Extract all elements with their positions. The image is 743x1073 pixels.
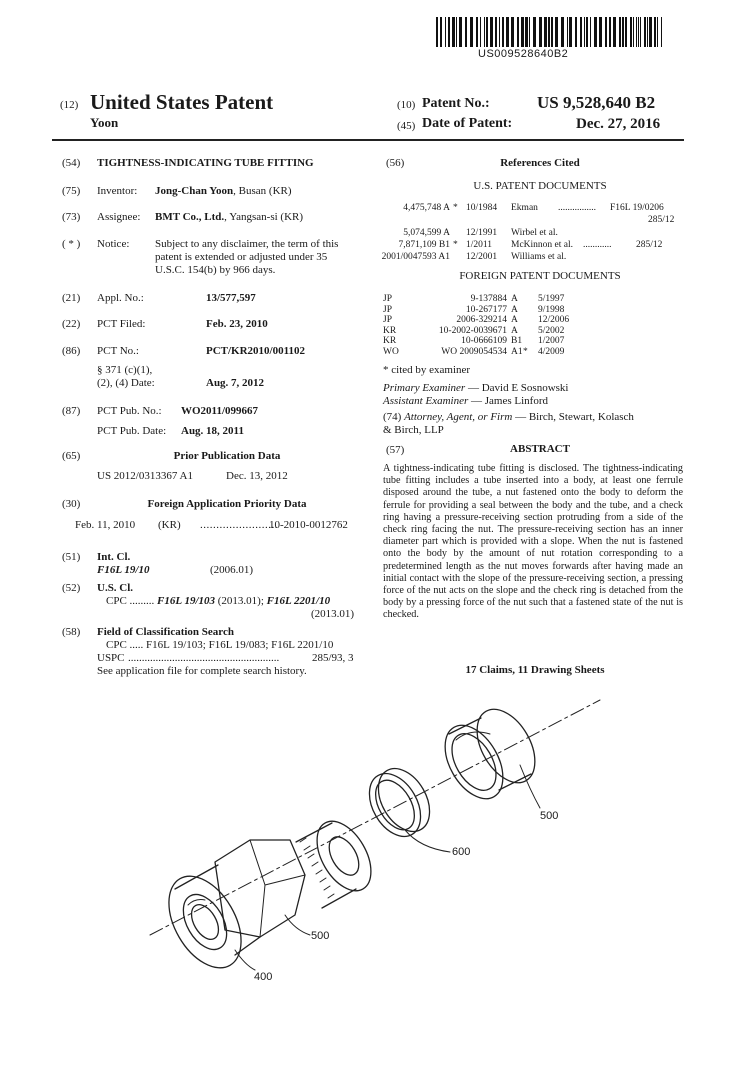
pct-filed-label: PCT Filed: <box>97 318 146 330</box>
foreign-country: KR <box>383 336 397 346</box>
kind-code-10: (10) <box>397 99 416 111</box>
foreign-kind: A <box>511 315 518 325</box>
label-600: 600 <box>452 846 471 858</box>
foreign-number: 9-137884 <box>470 294 507 304</box>
us-patent-leader: ............ <box>583 240 612 250</box>
priority-date: Feb. 11, 2010 <box>75 519 136 531</box>
primary-examiner-name: — David E Sosnowski <box>465 382 569 394</box>
primary-examiner <box>383 382 568 394</box>
date-of-patent: Dec. 27, 2016 <box>576 116 661 132</box>
references-cited-heading: References Cited <box>500 157 580 169</box>
us-patent-name: McKinnon et al. <box>511 240 574 250</box>
priority-country: (KR) <box>158 519 181 531</box>
barcode-bar <box>605 17 607 47</box>
barcode-bar <box>502 17 504 47</box>
document-title: United States Patent <box>90 90 274 114</box>
barcode-bar <box>470 17 473 47</box>
field-code-21: (21) <box>62 292 81 304</box>
barcode-bar <box>525 17 528 47</box>
barcode-bar <box>456 17 457 47</box>
barcode-bar <box>613 17 616 47</box>
foreign-star: * <box>523 346 528 357</box>
barcode-bar <box>436 17 438 47</box>
pct-no-value: PCT/KR2010/001102 <box>206 345 306 357</box>
us-patent-class: 285/12 <box>636 240 663 250</box>
date-of-patent-label: Date of Patent: <box>422 116 513 131</box>
field-of-search-uspc-value: 285/93, 3 <box>312 652 354 664</box>
barcode-bar <box>511 17 514 47</box>
int-cl-label: Int. Cl. <box>97 551 131 563</box>
us-cl-cpc-label: CPC <box>106 595 127 607</box>
us-cl-year-2: (2013.01) <box>311 608 355 620</box>
barcode-bar <box>630 17 632 47</box>
barcode-bar <box>657 17 658 47</box>
barcode-bar <box>490 17 493 47</box>
pct-no-label: PCT No.: <box>97 345 139 357</box>
us-cl-class-1: F16L 19/103 <box>157 595 216 607</box>
field-code-65: (65) <box>62 450 81 462</box>
barcode-bar <box>506 17 509 47</box>
assignee-location: , Yangsan-si (KR) <box>224 211 304 223</box>
barcode-bar <box>452 17 455 47</box>
assignee-label: Assignee: <box>97 211 141 223</box>
field-code-87: (87) <box>62 405 81 417</box>
barcode-bar <box>649 17 652 47</box>
foreign-date: 12/2006 <box>538 315 570 325</box>
label-400: 400 <box>254 971 273 983</box>
barcode-bar <box>561 17 564 47</box>
us-patent-date: 1/2011 <box>466 240 493 250</box>
barcode-bar <box>533 17 536 47</box>
us-patent-date: 12/2001 <box>466 252 498 262</box>
foreign-date: 5/1997 <box>538 294 565 304</box>
field-code-86: (86) <box>62 345 81 357</box>
section-371-line-2: (2), (4) Date: <box>97 377 155 389</box>
exploded-fitting-drawing <box>0 690 743 1068</box>
us-cl-cpc-line <box>106 595 330 607</box>
attorney-label: Attorney, Agent, or Firm <box>404 411 513 423</box>
attorney-code: (74) <box>383 411 402 423</box>
inventor-name: Jong-Chan Yoon <box>155 185 234 197</box>
us-patent-documents-heading: U.S. PATENT DOCUMENTS <box>473 180 607 192</box>
int-cl-year: (2006.01) <box>210 564 254 576</box>
inventor-value <box>155 185 292 197</box>
nut-500-top <box>433 699 547 808</box>
us-cl-label: U.S. Cl. <box>97 582 134 594</box>
us-patent-number: 2001/0047593 A1 <box>381 252 450 262</box>
barcode-bar <box>661 17 662 47</box>
us-patent-leader: ................ <box>558 203 596 213</box>
prior-publication-date: Dec. 13, 2012 <box>226 470 288 482</box>
field-code-75: (75) <box>62 185 81 197</box>
us-cl-year-1: (2013.01); <box>217 595 264 607</box>
foreign-date: 9/1998 <box>538 304 565 315</box>
barcode-bar <box>555 17 558 47</box>
attorney <box>383 411 634 423</box>
barcode-bar <box>622 17 624 47</box>
us-patent-name: Williams et al. <box>511 252 567 262</box>
body-front-400 <box>154 864 260 981</box>
field-of-search-uspc-leader: ....................................................... <box>128 652 280 664</box>
foreign-country: JP <box>383 294 392 304</box>
field-code-73: (73) <box>62 211 81 223</box>
barcode-bar <box>476 17 478 47</box>
foreign-date: 1/2007 <box>538 336 565 346</box>
barcode-bar <box>539 17 542 47</box>
us-patent-date: 12/1991 <box>466 228 498 238</box>
barcode-bar <box>465 17 467 47</box>
barcode-bar <box>484 17 485 47</box>
pct-filed-value: Feb. 23, 2010 <box>206 318 268 330</box>
foreign-number: 2006-329214 <box>456 315 507 325</box>
label-500-bottom: 500 <box>311 930 330 942</box>
us-patent-name: Ekman <box>511 203 538 213</box>
assignee-name: BMT Co., Ltd. <box>155 211 225 223</box>
assignee-value <box>155 211 303 223</box>
barcode-bar <box>647 17 648 47</box>
barcode-bar <box>486 17 488 47</box>
us-patent-class-2: 285/12 <box>648 215 675 225</box>
barcode-bar <box>529 17 530 47</box>
section-371-line-1: § 371 (c)(1), <box>97 364 153 376</box>
barcode-bar <box>495 17 497 47</box>
field-of-search-label: Field of Classification Search <box>97 626 234 638</box>
patent-drawing <box>0 690 743 1068</box>
barcode-bar <box>644 17 646 47</box>
barcode-bar <box>636 17 637 47</box>
barcode-bar <box>499 17 500 47</box>
us-patent-date: 10/1984 <box>466 203 498 213</box>
patent-number-label: Patent No.: <box>422 96 490 111</box>
field-of-search-note: See application file for complete search history. <box>97 665 307 677</box>
foreign-country: JP <box>383 304 392 315</box>
pct-pub-date-value: Aug. 18, 2011 <box>181 425 244 437</box>
barcode-bar <box>599 17 602 47</box>
foreign-number: 10-267177 <box>465 304 507 315</box>
barcode-bar <box>625 17 627 47</box>
foreign-number: WO 2009054534 <box>441 346 507 357</box>
barcode-graphic <box>436 17 666 47</box>
section-371-date: Aug. 7, 2012 <box>206 377 265 389</box>
us-patent-number: 5,074,599 A <box>403 228 450 238</box>
field-code-51: (51) <box>62 551 81 563</box>
barcode <box>436 17 666 47</box>
pct-pub-no-label: PCT Pub. No.: <box>97 405 162 417</box>
foreign-kind: A <box>511 294 518 304</box>
barcode-bar <box>633 17 634 47</box>
us-patent-star: * <box>453 203 458 213</box>
threaded-end <box>296 812 382 908</box>
foreign-date: 4/2009 <box>538 346 565 357</box>
notice-line-3: U.S.C. 154(b) by 966 days. <box>155 264 276 276</box>
us-patent-number: 7,871,109 B1 <box>398 240 450 250</box>
barcode-bar <box>586 17 588 47</box>
patent-number: US 9,528,640 B2 <box>537 93 656 112</box>
barcode-bar <box>480 17 481 47</box>
abstract-text: A tightness-indicating tube fitting is disclosed. The tightness-indicating tube fitting includes a tube inserted into a body, at least one ferrule disposed around the tube, a nut fastened onto the body to deform the ferrule for providing a seal between the body and the tube, and a check ring having a pressure-receiving section protruding from a side of the check ring facing the nut. The pressure-receiving section has an inner diameter part which is provided with a slope. When the nut is fastened onto the body by the amount of nut rotation corresponding to a predetermined length as the nut moves forwards after having made an initial contact with the slope of the pressure-receiving section, a pressing force of the nut acts on the slope and the check ring is detached from the body by a pressing force of the nut such that a fastened state of the nut is checked. <box>383 463 683 621</box>
barcode-bar <box>619 17 621 47</box>
notice-code: ( * ) <box>62 238 81 250</box>
barcode-bar <box>521 17 524 47</box>
foreign-patent-documents-heading: FOREIGN PATENT DOCUMENTS <box>459 270 621 282</box>
us-patent-star: * <box>453 240 458 250</box>
field-code-57: (57) <box>386 444 405 456</box>
foreign-country: KR <box>383 325 397 336</box>
invention-title: TIGHTNESS-INDICATING TUBE FITTING <box>97 157 314 169</box>
barcode-bar <box>459 17 462 47</box>
appl-no-value: 13/577,597 <box>206 292 256 304</box>
foreign-date: 5/2002 <box>538 325 565 336</box>
prior-publication-heading: Prior Publication Data <box>173 450 281 462</box>
foreign-kind: A <box>511 304 518 315</box>
check-ring-600 <box>359 760 440 846</box>
priority-number: 10-2010-0012762 <box>269 519 348 531</box>
field-code-30: (30) <box>62 498 81 510</box>
us-patent-class: F16L 19/0206 <box>610 203 664 213</box>
us-cl-class-2: F16L 2201/10 <box>266 595 331 607</box>
barcode-bar <box>544 17 547 47</box>
barcode-bar <box>638 17 639 47</box>
pct-pub-no-value: WO2011/099667 <box>181 405 259 417</box>
foreign-kind: A <box>511 325 518 336</box>
barcode-bar <box>440 17 442 47</box>
foreign-country: JP <box>383 315 392 325</box>
barcode-bar <box>551 17 553 47</box>
prior-publication-number: US 2012/0313367 A1 <box>97 470 193 482</box>
barcode-bar <box>590 17 591 47</box>
field-code-54: (54) <box>62 157 81 169</box>
barcode-bar <box>640 17 641 47</box>
us-cl-cpc-leader: ......... <box>129 595 155 607</box>
us-patent-number: 4,475,748 A <box>403 203 450 213</box>
abstract-heading: ABSTRACT <box>510 443 570 455</box>
attorney-name-line-2: & Birch, LLP <box>383 424 444 436</box>
primary-examiner-label: Primary Examiner <box>383 382 466 394</box>
foreign-country: WO <box>383 346 399 357</box>
notice-label: Notice: <box>97 238 130 250</box>
barcode-bar <box>567 17 568 47</box>
barcode-bar <box>575 17 577 47</box>
barcode-bar <box>517 17 519 47</box>
header-divider <box>52 139 684 141</box>
priority-leader: ........................ <box>200 519 278 531</box>
field-code-56: (56) <box>386 157 405 169</box>
foreign-priority-heading: Foreign Application Priority Data <box>147 498 307 510</box>
cited-by-examiner-note: * cited by examiner <box>383 364 471 376</box>
field-code-22: (22) <box>62 318 81 330</box>
barcode-bar <box>654 17 656 47</box>
field-of-search-uspc-label: USPC <box>97 652 125 664</box>
foreign-number: 10-0666109 <box>461 336 507 346</box>
barcode-bar <box>548 17 550 47</box>
barcode-bar <box>448 17 450 47</box>
us-patent-name: Wirbel et al. <box>511 228 558 238</box>
barcode-bar <box>594 17 597 47</box>
foreign-kind: B1 <box>511 336 523 346</box>
barcode-bar <box>569 17 572 47</box>
inventor-location: , Busan (KR) <box>233 185 292 197</box>
assistant-examiner-name: — James Linford <box>468 395 548 407</box>
assistant-examiner <box>383 395 548 407</box>
assistant-examiner-label: Assistant Examiner <box>383 395 469 407</box>
kind-code-45: (45) <box>397 120 416 132</box>
barcode-bar <box>584 17 585 47</box>
barcode-bar <box>609 17 611 47</box>
pct-pub-date-label: PCT Pub. Date: <box>97 425 167 437</box>
attorney-name: — Birch, Stewart, Kolasch <box>512 411 634 423</box>
inventor-label: Inventor: <box>97 185 138 197</box>
notice-line-1: Subject to any disclaimer, the term of this <box>155 238 339 250</box>
notice-line-2: patent is extended or adjusted under 35 <box>155 251 328 263</box>
barcode-bar <box>580 17 582 47</box>
inventor-surname: Yoon <box>90 115 119 130</box>
field-code-58: (58) <box>62 626 81 638</box>
int-cl-class: F16L 19/10 <box>97 564 150 576</box>
field-of-search-cpc: CPC ..... F16L 19/103; F16L 19/083; F16L 2201/10 <box>106 639 334 651</box>
kind-code-12: (12) <box>60 99 79 111</box>
barcode-bar <box>445 17 446 47</box>
field-code-52: (52) <box>62 582 81 594</box>
label-500-top: 500 <box>540 810 559 822</box>
appl-no-label: Appl. No.: <box>97 292 144 304</box>
barcode-number: US009528640B2 <box>478 48 569 60</box>
foreign-kind: A1 <box>511 346 523 357</box>
foreign-number: 10-2002-0039671 <box>438 325 507 336</box>
claims-summary: 17 Claims, 11 Drawing Sheets <box>465 664 605 676</box>
